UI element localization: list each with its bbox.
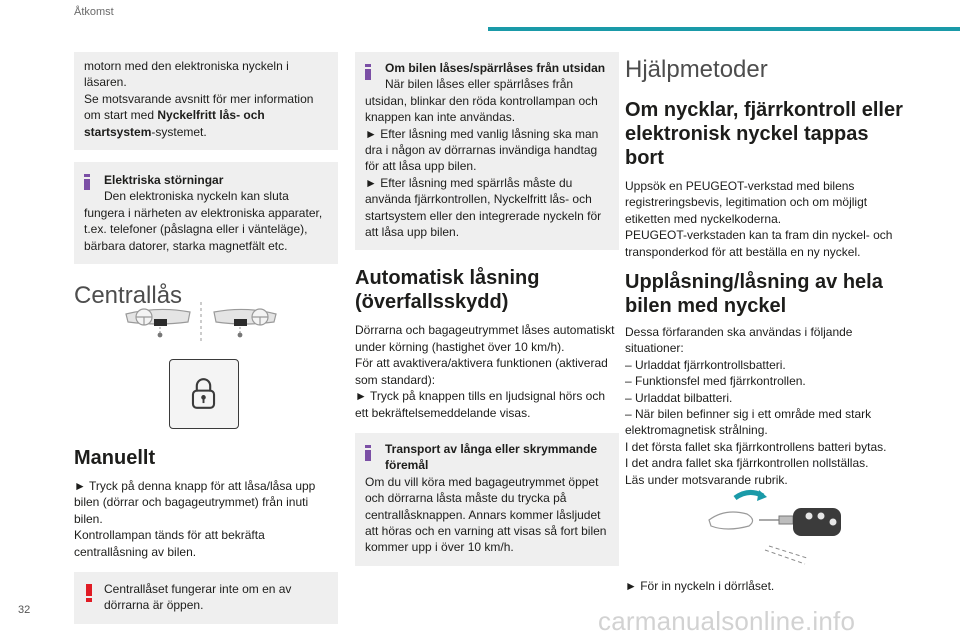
- info-box-text: Om du vill köra med bagageutrymmet öppet och dörrarna låsta måste du trycka på centrallåsknappen. Annars kommer låsljudet att höras och en varning att visas så fort bilen kommer upp i över 10 km/h.: [365, 474, 607, 555]
- auto-locking-heading: Automatisk låsning (överfallsskydd): [355, 267, 540, 314]
- column-1: [74, 52, 338, 310]
- info-box-title: Transport av långa eller skrymmande föremål: [385, 441, 598, 473]
- info-box-first-line: Den elektroniska nyckeln kan sluta: [104, 189, 289, 204]
- info-box-bullet-2: ► Efter låsning med spärrlås måste du använda fjärrkontrollen, Nyckelfritt lås- och startsystem eller den integrerade nyckeln för att låsa upp bilen.: [365, 175, 602, 240]
- unlock-text-5: – När bilen befinner sig i ett område med stark elektromagnetisk strålning.: [625, 407, 872, 438]
- startsystem-bold: startsystem: [84, 124, 152, 139]
- lost-keys-text-1: Uppsök en PEUGEOT-verkstad med bilens registreringsbevis, legitimation och om möjligt etiketten med nyckelkoderna.: [625, 179, 868, 226]
- dashboard-illustration: [118, 300, 280, 346]
- column-3-lower: [625, 578, 905, 594]
- unlock-with-key-heading: Upplåsning/låsning av hela bilen med nyckel: [625, 271, 883, 318]
- unlock-text-4: – Urladdat bilbatteri.: [625, 390, 733, 405]
- door-handle-shape: [709, 512, 753, 529]
- info-box-title: Elektriska störningar: [104, 173, 224, 188]
- unlock-text-3: – Funktionsfel med fjärrkontrollen.: [625, 374, 806, 389]
- warning-box: [74, 572, 338, 624]
- unlock-text-7: I det andra fallet ska fjärrkontrollen nollställas.: [625, 456, 869, 471]
- section-title-central-locking: Centrallås: [74, 282, 183, 310]
- continued-line-3: Se motsvarande avsnitt för mer information: [84, 91, 314, 106]
- info-box-locked-outside: [355, 52, 619, 250]
- header-title: Åtkomst: [74, 6, 114, 18]
- info-icon: [365, 64, 371, 80]
- continued-tail: -systemet.: [151, 124, 207, 139]
- info-box-title: Om bilen låses/spärrlåses från utsidan: [385, 61, 606, 75]
- auto-locking-text-1: Dörrarna och bagageutrymmet låses automatiskt under körning (hastighet över 10 km/h).: [355, 323, 615, 354]
- info-box-text: fungera i närheten av elektroniska apparater, t.ex. telefoner (påslagna eller i vänteläge), bärbara datorer, starka magnetfält etc.: [84, 205, 323, 253]
- right-lock-button-shape: [234, 319, 247, 326]
- auto-locking-text-3: ► Tryck på knappen tills en ljudsignal hörs och ett bekräftelsemeddelande visas.: [355, 389, 606, 420]
- lost-keys-heading: Om nycklar, fjärrkontroll eller elektronisk nyckel tappas bort: [625, 99, 903, 169]
- watermark: carmanualsonline.info: [598, 606, 856, 636]
- padlock-icon: [170, 360, 237, 427]
- header-rule: [488, 27, 960, 31]
- column-1-lower: [74, 446, 338, 636]
- unlock-text-8: Läs under motsvarande rubrik.: [625, 472, 788, 487]
- manual-heading: Manuellt: [74, 447, 156, 469]
- key-in-door-lock-illustration: [705, 486, 857, 570]
- keyless-bold: Nyckelfritt lås- och: [157, 108, 265, 123]
- page-number: 32: [18, 604, 31, 616]
- info-box-first-line: När bilen låses eller spärrlåses från: [385, 77, 574, 92]
- continued-line-2: läsaren.: [84, 75, 127, 90]
- central-lock-button: [169, 359, 239, 429]
- unlock-text-1: Dessa förfaranden ska användas i följande situationer:: [625, 325, 853, 356]
- auto-locking-text-2: För att avaktivera/aktivera funktionen (aktiverad som standard):: [355, 356, 608, 387]
- manual-text-1: ► Tryck på denna knapp för att låsa/låsa upp bilen (dörrar och bagageutrymmet) från inuti bilen.: [74, 479, 316, 526]
- warning-text: Centrallåset fungerar inte om en av dörrarna är öppen.: [104, 582, 292, 613]
- column-2: [355, 52, 619, 578]
- info-box-interference: [74, 162, 338, 264]
- section-title-backup-methods: Hjälpmetoder: [625, 56, 768, 83]
- info-box-bullet-1: ► Efter låsning med vanlig låsning ska man dra i någon av dörrarnas invändiga handtag för att låsa upp bilen.: [365, 126, 599, 174]
- lost-keys-text-2: PEUGEOT-verkstaden kan ta fram din nyckel- och transponderkod för att beställa en ny nyckel.: [625, 228, 893, 259]
- info-box-transport: [355, 433, 619, 566]
- column-3: [625, 52, 905, 488]
- left-lock-button-shape: [154, 319, 167, 326]
- insert-key-text: ► För in nyckeln i dörrlåset.: [625, 579, 775, 593]
- unlock-text-6: I det första fallet ska fjärrkontrollens batteri bytas.: [625, 439, 887, 454]
- info-icon: [365, 445, 371, 461]
- unlock-text-2: – Urladdat fjärrkontrollsbatteri.: [625, 357, 786, 372]
- info-icon: [84, 174, 90, 190]
- warning-icon: [86, 584, 92, 602]
- info-box-text: utsidan, blinkar den röda kontrollampan och knappen kan inte användas.: [365, 93, 598, 125]
- continued-line-1: motorn med den elektroniska nyckeln i: [84, 59, 289, 73]
- manual-text-2: Kontrollampan tänds för att bekräfta centrallåsning av bilen.: [74, 528, 265, 559]
- continued-box: [74, 52, 338, 150]
- continued-line-4: om start med: [84, 108, 158, 123]
